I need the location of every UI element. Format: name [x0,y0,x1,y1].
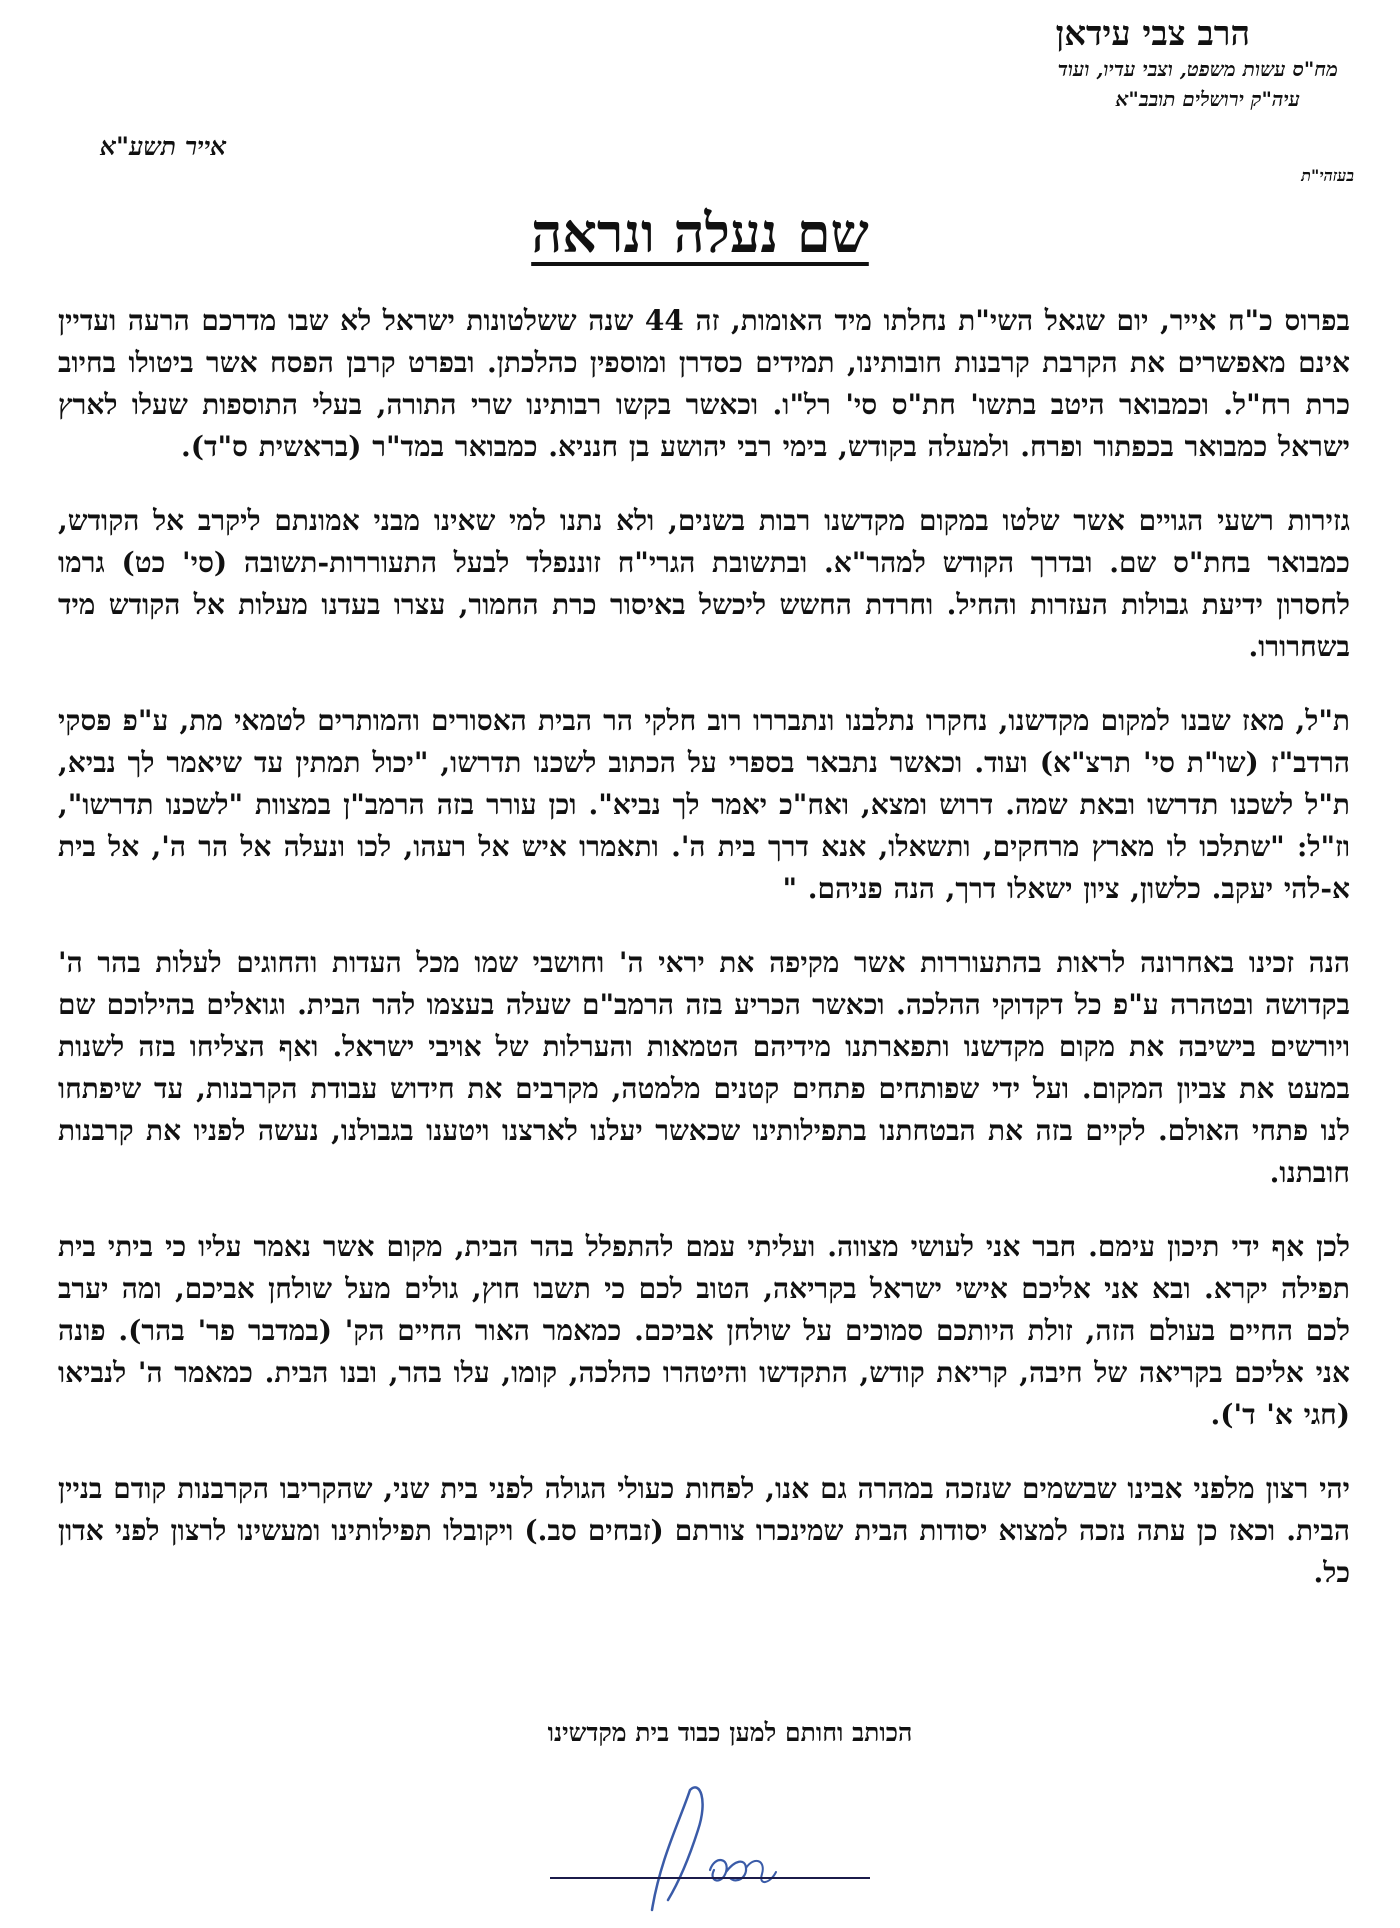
paragraph-4: הנה זכינו באחרונה לראות בהתעוררות אשר מקיפה את יראי ה' וחושבי שמו מכל העדות והחוגים לעלות בהר ה' בקדושה ובטהרה ע"פ כל דקדוקי ההלכה. וכאשר הכריע בזה הרמב"ם שעלה בעצמו להר הבית. וגואלים בהילוכם שם ויורשים בישיבה את מקום מקדשנו ותפארתנו מידיהם הטמאות והערלות של אויבי ישראל. ואף הצליחו בזה לשנות במעט את צביון המקום. ועל ידי שפותחים פתחים קטנים מלמטה, מקרבים את חידוש עבודת הקרבנות, עד שיפתחו לנו פתחי האולם. לקיים בזה את הבטחתנו בתפילותינו שכאשר יעלנו לארצנו ויטענו בגבולנו, נעשה לפניו את קרבנות חובתנו. [58,946,1350,1189]
paragraph-6: יהי רצון מלפני אבינו שבשמים שנזכה במהרה גם אנו, לפחות כעולי הגולה לפני בית שני, שהקריבו הקרבנות קודם בניין הבית. וכאז כן עתה נזכה למצוא יסודות הבית שמינכרו צורתם (זבחים סב.) ויקובלו תפילותינו ומעשינו לרצון לפני אדון כל. [58,1472,1350,1589]
signature-stroke [652,1787,703,1910]
paragraph-2: גזירות רשעי הגויים אשר שלטו במקום מקדשנו רבות בשנים, ולא נתנו למי שאינו מבני אמונתם ליקרב אל הקודש, כמבואר בחת"ס שם. ובדרך הקודש למהר"א. ובתשובת הגרי"ח זוננפלד לבעל התעוררות-תשובה (סי' כט) גרמו לחסרון ידיעת גבולות העזרות והחיל. וחרדת החשש ליכשל באיסור כרת החמור, עצרו בעדנו מעלות אל הקודש מיד בשחרורו. [58,504,1350,663]
letter-title: שם נעלה ונראה [531,201,869,265]
paragraph-3: ת"ל, מאז שבנו למקום מקדשנו, נחקרו נתלבנו ונתבררו רוב חלקי הר הבית האסורים והמותרים לטמאי מת, ע"פ פסקי הרדב"ז (שו"ת סי' תרצ"א) ועוד. וכאשר נתבאר בספרי על הכתוב לשכנו תדרשו, "יכול תמתין עד שיאמר לך נביא, ת"ל לשכנו תדרשו ובאת שמה. דרוש ומצא, ואח"כ יאמר לך נביא". וכן עורר בזה הרמב"ן במצוות "לשכנו תדרשו", וז"ל: "שתלכו לו מארץ מרחקים, ותשאלו, אנא דרך בית ה'. ותאמרו איש אל רעהו, לכו ונעלה אל הר ה', אל בית א-להי יעקב. כלשון, ציון ישאלו דרך, הנה פניהם. " [58,704,1350,905]
paragraph-5: לכן אף ידי תיכון עימם. חבר אני לעושי מצווה. ועליתי עמם להתפלל בהר הבית, מקום אשר נאמר עליו כי ביתי בית תפילה יקרא. ובא אני אליכם אישי ישראל בקריאה, הטוב לכם כי תשבו חוץ, גולים מעל שולחן אביכם, ומה יערב לכם החיים בעולם הזה, זולת היותכם סמוכים על שולחן אביכם. כמאמר האור החיים הק' (במדבר פר' בהר). פונה אני אליכם בקריאה של חיבה, קריאת קודש, התקדשו והיטהרו כהלכה, קומו, עלו בהר, ובנו הבית. כמאמר ה' לנביאו (חגי א' ד'). [58,1230,1350,1431]
header-abbreviation: בעזהי"ת [1301,166,1354,185]
letterhead [820,14,1340,114]
author-books-line: מח"ס עשות משפט, וצבי עדיו, ועוד [1057,57,1338,81]
handwritten-signature [540,1760,880,1920]
paragraph-1: בפרוס כ"ח אייר, יום שגאל השי"ת נחלתו מיד האומות, זה 44 שנה ששלטונות ישראל לא שבו מדרכם הרעה ועדיין אינם מאפשרים את הקרבת קרבנות חובותינו, תמידים כסדרן ומוספין כהלכתן. ובפרט קרבן הפסח אשר ביטולו בחיוב כרת רח"ל. וכמבואר היטב בתשו' חת"ס סי' רל"ו. וכאשר בקשו רבותינו שרי התורה, בעלי התוספות שעלו לארץ ישראל כמבואר בכפתור ופרח. ולמעלה בקודש, בימי רבי יהושע בן חנניא. כמבואר במד"ר (בראשית ס"ד). [58,304,1351,463]
author-name: הרב צבי עידאן [1055,14,1250,54]
closing-line: הכותב וחותם למען כבוד בית מקדשינו [547,1718,913,1747]
letter-date: אייר תשע"א [100,132,227,161]
author-city-line: עיה"ק ירושלים תובב"א [1115,87,1300,111]
letter-body [58,300,1350,1626]
